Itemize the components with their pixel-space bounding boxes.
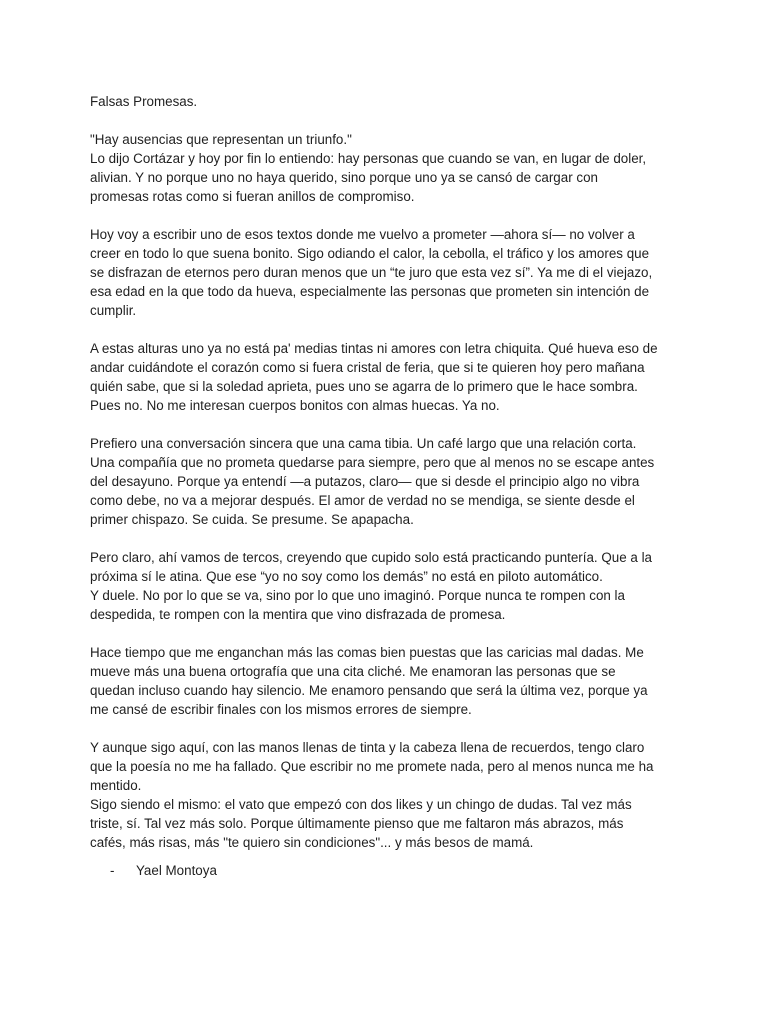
text-line: mueve más una buena ortografía que una cita cliché. Me enamoran las personas que se: [90, 664, 616, 679]
text-line: A estas alturas uno ya no está pa' medias tintas ni amores con letra chiquita. Qué hueva eso de: [90, 341, 658, 356]
text-line: andar cuidándote el corazón como si fuera cristal de feria, que si te quieren hoy pero mañana: [90, 360, 645, 375]
text-line: quién sabe, que si la soledad aprieta, pues uno se agarra de lo primero que le hace sombra.: [90, 379, 638, 394]
text-line: Una compañía que no prometa quedarse para siempre, pero que al menos no se escape antes: [90, 455, 655, 470]
text-line: cafés, más risas, más "te quiero sin condiciones"... y más besos de mamá.: [90, 835, 534, 850]
paragraph: [90, 548, 690, 624]
text-line: despedida, te rompen con la mentira que vino disfrazada de promesa.: [90, 607, 506, 622]
text-line: como debe, no va a mejorar después. El amor de verdad no se mendiga, se siente desde el: [90, 493, 635, 508]
text-line: Pues no. No me interesan cuerpos bonitos con almas huecas. Ya no.: [90, 398, 500, 413]
text-line: promesas rotas como si fueran anillos de compromiso.: [90, 189, 415, 204]
text-line: triste, sí. Tal vez más solo. Porque últimamente pienso que me faltaron más abrazos, más: [90, 816, 624, 831]
paragraph: [90, 434, 690, 529]
text-line: mentido.: [90, 778, 142, 793]
text-line: creer en todo lo que suena bonito. Sigo odiando el calor, la cebolla, el tráfico y los amores que: [90, 246, 650, 261]
text-line: se disfrazan de eternos pero duran menos que un “te juro que esta vez sí”. Ya me di el viejazo,: [90, 265, 653, 280]
document-title: Falsas Promesas.: [90, 94, 198, 109]
paragraph: [90, 339, 690, 415]
text-line: próxima sí le atina. Que ese “yo no soy como los demás” no está en piloto automático.: [90, 569, 603, 584]
text-line: del desayuno. Porque ya entendí —a putazos, claro— que si desde el principio algo no vibra: [90, 474, 640, 489]
text-line: quedan incluso cuando hay silencio. Me enamoro pensando que será la última vez, porque ya: [90, 683, 648, 698]
signature: [110, 861, 217, 880]
text-line: Hace tiempo que me enganchan más las comas bien puestas que las caricias mal dadas. Me: [90, 645, 644, 660]
document-body: [90, 130, 690, 871]
signature-name: Yael Montoya: [136, 863, 217, 878]
text-line: Hoy voy a escribir uno de esos textos donde me vuelvo a prometer —ahora sí— no volver a: [90, 227, 635, 242]
text-line: cumplir.: [90, 303, 137, 318]
paragraph: [90, 130, 690, 206]
text-line: Sigo siendo el mismo: el vato que empezó con dos likes y un chingo de dudas. Tal vez más: [90, 797, 632, 812]
text-line: primer chispazo. Se cuida. Se presume. Se apapacha.: [90, 512, 414, 527]
paragraph: [90, 738, 690, 852]
text-line: me cansé de escribir finales con los mismos errores de siempre.: [90, 702, 472, 717]
text-line: Y duele. No por lo que se va, sino por lo que uno imaginó. Porque nunca te rompen con la: [90, 588, 625, 603]
text-line: Prefiero una conversación sincera que una cama tibia. Un café largo que una relación corta.: [90, 436, 637, 451]
text-line: que la poesía no me ha fallado. Que escribir no me promete nada, pero al menos nunca me ha: [90, 759, 654, 774]
signature-bullet: -: [110, 863, 115, 878]
text-line: esa edad en la que todo da hueva, especialmente las personas que prometen sin intención de: [90, 284, 650, 299]
text-line: alivian. Y no porque uno no haya querido, sino porque uno ya se cansó de cargar con: [90, 170, 598, 185]
text-line: Lo dijo Cortázar y hoy por fin lo entiendo: hay personas que cuando se van, en lugar de doler,: [90, 151, 647, 166]
text-line: "Hay ausencias que representan un triunfo.": [90, 132, 352, 147]
paragraph: [90, 225, 690, 320]
text-line: Y aunque sigo aquí, con las manos llenas de tinta y la cabeza llena de recuerdos, tengo claro: [90, 740, 645, 755]
text-line: Pero claro, ahí vamos de tercos, creyendo que cupido solo está practicando puntería. Que a la: [90, 550, 652, 565]
paragraph: [90, 643, 690, 719]
